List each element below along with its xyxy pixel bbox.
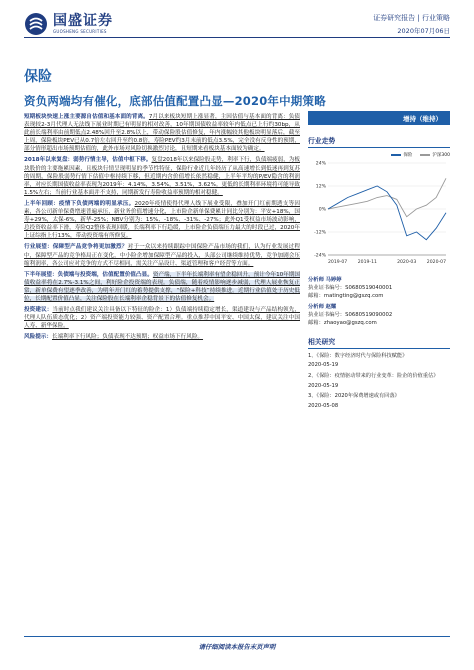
analyst-row bbox=[308, 277, 450, 285]
report-title: 资负两端均有催化，底部估值配置凸显—2020年中期策略 bbox=[24, 94, 326, 108]
brand-name: 国盛证券 bbox=[53, 13, 113, 29]
summary-paragraph bbox=[24, 306, 300, 330]
analyst-label: 分析师 bbox=[308, 304, 324, 311]
section-title: 保险 bbox=[24, 69, 52, 85]
paragraph-text: 当前时点我们建议关注具备以下特征的险企：1）负债端持续稳定增长，渠道建设与产品结构领先，代理人队伍质态优化；2）资产端投资能力较强、资产配置合理。重点推荐中国平安、中国太保，建议关注中国人寿、新华保险。 bbox=[24, 307, 300, 330]
related-report-date: 2020-05-19 bbox=[308, 382, 339, 389]
summary-paragraph bbox=[24, 200, 300, 240]
paragraph-lead: 风险提示： bbox=[24, 334, 52, 341]
x-tick-label: 2020-07 bbox=[426, 260, 446, 265]
legend-item-index bbox=[420, 152, 450, 158]
related-research-list bbox=[308, 353, 450, 411]
y-tick-label: 0% bbox=[318, 207, 326, 213]
trend-chart bbox=[308, 159, 450, 271]
analyst-label: 分析师 bbox=[308, 277, 324, 283]
paragraph-lead: 短期板块快速上涨主要源自估值和基本面的背离。 bbox=[24, 114, 149, 120]
rating-banner bbox=[308, 111, 450, 125]
analyst-name: 马婷婷 bbox=[325, 277, 342, 283]
sidebar bbox=[308, 111, 450, 413]
y-tick-label: -12% bbox=[314, 230, 326, 236]
related-report-title: 3、《保险：2020年保费增速或有回落》 bbox=[308, 393, 400, 400]
series-line-csi300 bbox=[328, 178, 446, 216]
legend-label: 沪深300 bbox=[432, 153, 450, 158]
analyst-block bbox=[308, 277, 450, 328]
report-date: 2020年07月06日 bbox=[397, 27, 450, 35]
summary-column bbox=[24, 113, 300, 633]
related-section-title: 相关研究 bbox=[308, 336, 450, 349]
paragraph-text: 长端利率下行风险；负债表现不达预期；权益市场下行风险。 bbox=[51, 334, 204, 341]
y-tick-label: -24% bbox=[314, 253, 326, 259]
footer-divider bbox=[24, 636, 450, 637]
summary-paragraph bbox=[24, 156, 300, 196]
license-label: 执业证书编号 bbox=[308, 312, 340, 319]
paragraph-lead: 投资建议： bbox=[24, 307, 53, 314]
legend-label: 保险 bbox=[403, 153, 413, 158]
series-line-insurance bbox=[328, 186, 446, 240]
paragraph-lead: 2018年以来复盘：弱势行情主导，估值中枢下移。 bbox=[24, 157, 152, 164]
summary-paragraph bbox=[24, 243, 300, 267]
paragraph-text: 2020年疫情使得代理人线下展业受限，叠加开门红前期透支等因素，各公司新单保费增速普遍承压，新业务价值增速分化，上市险企新单保费累计同比分别为：平安+18%，国寿+29%，太保-6%，新华-25%；NBV分别为：15%、-18%、-31%、-27%；此外Q1受权益市场波动影响，总投资收益率下滑，寿险Q2整体表现回暖，长端利率下行趋缓，上市险企负债端压力最大的时段已过，2020年上证综指上行13%，带动投资端有所修复。 bbox=[24, 200, 300, 240]
analyst-row: 执业证书编号：S0680519040001 bbox=[308, 284, 393, 291]
summary-paragraph bbox=[24, 271, 300, 303]
brand-logo bbox=[24, 12, 113, 36]
license-number: S0680519040001 bbox=[345, 284, 393, 291]
x-tick-label: 2019-07 bbox=[328, 260, 348, 265]
summary-paragraph bbox=[24, 333, 300, 341]
legend-item-insurance bbox=[391, 152, 412, 158]
footer-disclaimer: 请仔细阅读本报告末页声明 bbox=[198, 643, 276, 651]
x-tick-label: 2019-11 bbox=[357, 260, 377, 265]
analyst-email: matingting@gszq.com bbox=[323, 292, 384, 299]
logo-emblem-icon bbox=[24, 12, 48, 36]
y-tick-label: 24% bbox=[315, 161, 326, 167]
paragraph-text: 复盘2018年以来保险股走势，利率下行，负债端疲弱，为板块股价的主要拖累因素，且板块行情呈现明显的季节性特征，保险行业近几年经历了从高速增长到低迷再到复苏的周期，保险股弱势行情下估值中枢持续下移，但近期内含价值增长依然稳健，上半年平均的P/EV隐含的利润率，对应长期国债收益率表现为2019年：4.14%，3.54%，3.51%，3.62%。更低的长期利率环境将可能导致1.5%左右；当前行业基本面并不支持，同期新发行寿险收益率预期的相对稳健。 bbox=[24, 157, 300, 196]
paragraph-lead: 下半年展望：负债端与投资端，估值配置价值凸显。 bbox=[24, 271, 153, 278]
email-label: 邮箱 bbox=[308, 292, 319, 299]
related-report-date: 2020-05-08 bbox=[308, 402, 339, 409]
related-report-date: 2020-05-19 bbox=[308, 362, 339, 369]
paragraph-text: 7月以来板块短期上涨显著，主因估值与基本面的背离：负债表现较2-3月代理人无法线下展业时期已有明显的相对改善，10年期国债收益率较年内低点已上行约30bp，从此前长端利率由前期低点2.48%回升至2.8%以上，带动保险股估值修复，年内涨幅较其他板块明显落后，截至上周，保险板块PEV已从0.7倍左右回升至约0.8倍，寿险PEV约3月末前的低点3.5%，完全没有反身性的预期，部分情形超出市场预期估值的，此外市场对风险切换激烈讨论，且短期来看板块基本面较为确定。 bbox=[24, 114, 300, 153]
chart-legend bbox=[308, 152, 450, 158]
paragraph-text: 资产端，下半年长端利率有望企稳回升，预计今年10年期国债收益率将在2.7%-3.1%之间，利好险企投资端的表现。负债端，随着疫情影响逐步减弱，代理人展业恢复正常，新单保费有望逐季改善，为明年开门红的蓄势提供支撑，“保险+科技”持续推进。近期行业估值处于历史低位，长期配置价值凸显，关注保险股在长端利率企稳背景下的估值修复机会。 bbox=[24, 271, 300, 302]
legend-swatch bbox=[420, 154, 430, 156]
related-report-title: 2、《保险：疫情驱动带来的行业变革：险企的价值重估》 bbox=[308, 372, 439, 379]
email-label: 邮箱 bbox=[308, 319, 319, 326]
license-number: S0680519090002 bbox=[345, 312, 393, 319]
header-divider bbox=[24, 37, 450, 38]
paragraph-text: 对于一众以来持续跟踪中国保险产品市场的我们，认为行业发展过程中，保障型产品的竞争格局正在变化，中小险企增加保障型产品的投入，头部公司继续维持优势，竞争加剧会压缩利润率，各公司应对竞争的方式不尽相同，需关注产品设计、渠道管理和客户经营等方面。 bbox=[24, 244, 300, 267]
paragraph-lead: 行业展望：保障型产品竞争将更加激烈？ bbox=[24, 244, 128, 251]
trend-section-title: 行业走势 bbox=[308, 135, 450, 148]
brand-name-en: GUOSHENG SECURITIES bbox=[53, 29, 107, 34]
x-tick-label: 2020-03 bbox=[397, 260, 417, 265]
license-label: 执业证书编号 bbox=[308, 284, 340, 291]
related-report-title: 1、《保险：数字经济时代与保险科技赋能》 bbox=[308, 352, 408, 359]
analyst-row: 邮箱：matingting@gszq.com bbox=[308, 292, 384, 299]
y-tick-label: 12% bbox=[315, 184, 326, 190]
analyst-row: 执业证书编号：S0680519090002 bbox=[308, 312, 393, 319]
report-header bbox=[0, 0, 474, 50]
paragraph-lead: 上半年回顾：疫情下负债两端的明显承压。 bbox=[24, 200, 135, 207]
rating-label: 增持（维持） bbox=[403, 114, 442, 123]
analyst-row: 邮箱：zhaoyao@gszq.com bbox=[308, 319, 377, 326]
analyst-name: 赵耀 bbox=[325, 304, 337, 311]
analyst-email: zhaoyao@gszq.com bbox=[323, 319, 377, 326]
summary-paragraph bbox=[24, 113, 300, 153]
legend-swatch bbox=[391, 154, 401, 156]
report-type: 证券研究报告 | 行业策略 bbox=[373, 14, 450, 22]
